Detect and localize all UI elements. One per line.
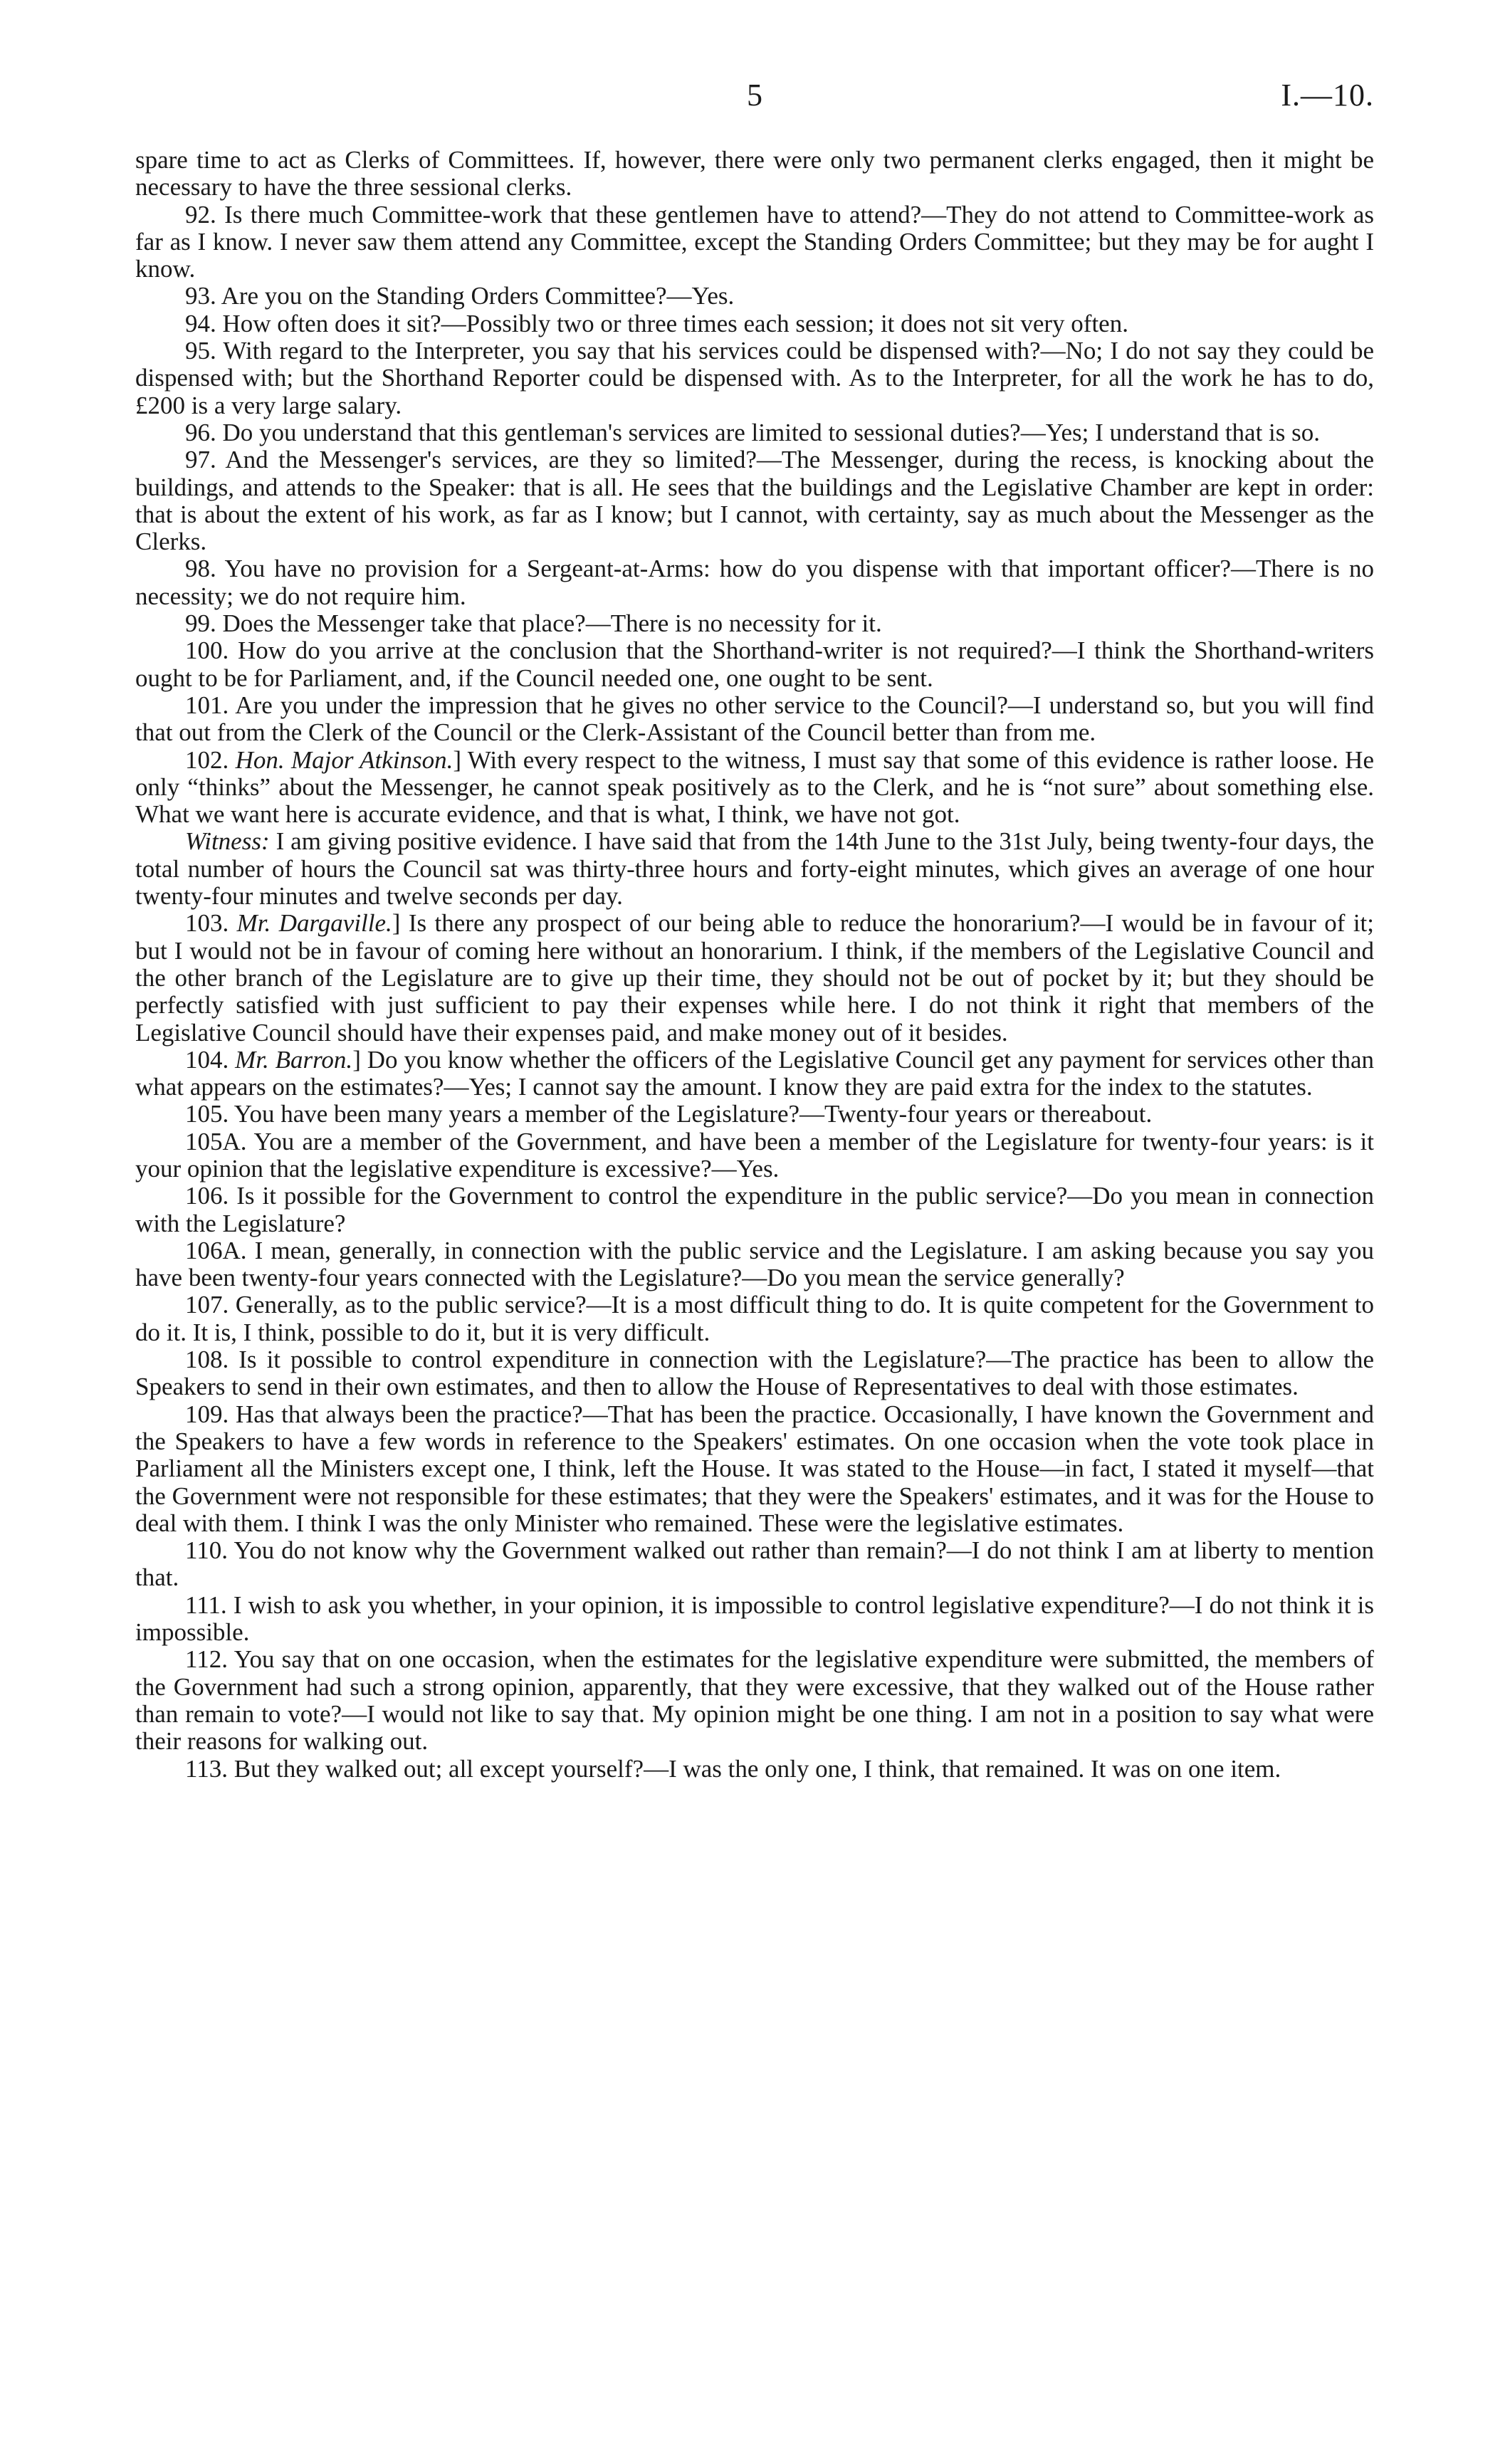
question-113: 113. But they walked out; all except yourself?—I was the only one, I think, that remained. It was on one item. bbox=[185, 1754, 1281, 1783]
speaker-name: Hon. Major Atkinson. bbox=[235, 745, 453, 774]
question-101: 101. Are you under the impression that he gives no other service to the Council?—I understand so, but you will find that out from the Clerk of the Council or the Clerk-Assistant of the Council better than from me. bbox=[135, 691, 1374, 747]
question-111: 111. I wish to ask you whether, in your opinion, it is impossible to control legislative expenditure?—I do not think it is impossible. bbox=[135, 1590, 1374, 1647]
question-109: 109. Has that always been the practice?—That has been the practice. Occasionally, I have known the Government and the Speakers to have a few words in reference to the Speakers' estimates. On one occasion when the vote took place in Parliament all the Ministers except one, I think, left the House. It was stated to the House—in fact, I stated it myself—that the Government were not responsible for these estimates; that they were the Speakers' estimates, and it was for the House to deal with them. I think I was the only Minister who remained. These were the legislative estimates. bbox=[135, 1400, 1374, 1537]
question-106a: 106A. I mean, generally, in connection with the public service and the Legislature. I am asking because you say you have been twenty-four years connected with the Legislature?—Do you mean the service generally? bbox=[135, 1236, 1374, 1292]
question-110: 110. You do not know why the Government walked out rather than remain?—I do not think I am at liberty to mention that. bbox=[135, 1536, 1374, 1592]
document-body bbox=[135, 147, 1374, 1783]
question-95: 95. With regard to the Interpreter, you say that his services could be dispensed with?—No; I do not say they could be dispensed with; but the Shorthand Reporter could be dispensed with. As to the Interpreter, for all the work he has to do, £200 is a very large salary. bbox=[135, 337, 1374, 419]
speaker-name: Mr. Barron. bbox=[235, 1045, 353, 1074]
question-100: 100. How do you arrive at the conclusion that the Shorthand-writer is not required?—I think the Shorthand-writers ought to be for Parliament, and, if the Council needed one, one ought to be sent. bbox=[135, 636, 1374, 692]
question-108: 108. Is it possible to control expenditure in connection with the Legislature?—The practice has been to allow the Speakers to send in their own estimates, and then to allow the House of Representatives to deal with those estimates. bbox=[135, 1346, 1374, 1401]
question-99: 99. Does the Messenger take that place?—There is no necessity for it. bbox=[185, 609, 882, 638]
speaker-name: Witness: bbox=[185, 827, 270, 856]
question-107: 107. Generally, as to the public service?—It is a most difficult thing to do. It is quite competent for the Government to do it. It is, I think, possible to do it, but it is very difficult. bbox=[135, 1291, 1374, 1346]
question-96: 96. Do you understand that this gentleman's services are limited to sessional duties?—Yes; I understand that is so. bbox=[185, 418, 1321, 446]
paragraph: spare time to act as Clerks of Committees. If, however, there were only two permanent clerks engaged, then it might be necessary to have the three sessional clerks. bbox=[135, 146, 1374, 201]
speaker-name: Mr. Dargaville. bbox=[236, 909, 392, 938]
question-105: 105. You have been many years a member of the Legislature?—Twenty-four years or thereabout. bbox=[185, 1100, 1153, 1128]
question-92: 92. Is there much Committee-work that these gentlemen have to attend?—They do not attend to Committee-work as far as I know. I never saw them attend any Committee, except the Standing Orders Committee; but they may be for aught I know. bbox=[135, 200, 1374, 283]
question-98: 98. You have no provision for a Sergeant-at-Arms: how do you dispense with that important officer?—There is no necessity; we do not require him. bbox=[135, 555, 1374, 610]
page-header bbox=[135, 77, 1374, 127]
question-105a: 105A. You are a member of the Government, and have been a member of the Legislature for twenty-four years: is it your opinion that the legislative expenditure is excessive?—Yes. bbox=[135, 1127, 1374, 1183]
question-102: 102. Hon. Major Atkinson.] With every respect to the witness, I must say that some of this evidence is rather loose. He only “thinks” about the Messenger, he cannot speak positively as to the Clerk, and he is “not sure” about something else. What we want here is accurate evidence, and that is what, I think, we have not got. bbox=[135, 745, 1374, 829]
witness-statement: Witness: I am giving positive evidence. I have said that from the 14th June to the 31st July, being twenty-four days, the total number of hours the Council sat was thirty-three hours and forty-eight minutes, which gives an average of one hour twenty-four minutes and twelve seconds per day. bbox=[135, 827, 1374, 911]
question-97: 97. And the Messenger's services, are they so limited?—The Messenger, during the recess, is knocking about the buildings, and attends to the Speaker: that is all. He sees that the buildings and the Legislative Chamber are kept in order: that is about the extent of his work, as far as I know; but I cannot, with certainty, say as much about the Messenger as the Clerks. bbox=[135, 446, 1374, 556]
question-103: 103. Mr. Dargaville.] Is there any prospect of our being able to reduce the honorarium?—I would be in favour of it; but I would not be in favour of coming here without an honorarium. I think, if the members of the Legislative Council and the other branch of the Legislature are to give up their time, they should not be out of pocket by it; but they should be perfectly satisfied with just sufficient to pay their expenses while here. I do not think it right that members of the Legislative Council should have their expenses paid, and make money out of it besides. bbox=[135, 909, 1374, 1047]
question-112: 112. You say that on one occasion, when the estimates for the legislative expenditure were submitted, the members of the Government had such a strong opinion, apparently, that they were excessive, that they walked out of the House rather than remain to vote?—I would not like to say that. My opinion might be one thing. I am not in a position to say what were their reasons for walking out. bbox=[135, 1645, 1374, 1756]
question-94: 94. How often does it sit?—Possibly two or three times each session; it does not sit very often. bbox=[185, 309, 1128, 337]
document-reference: I.—10. bbox=[1281, 78, 1374, 112]
question-93: 93. Are you on the Standing Orders Committee?—Yes. bbox=[185, 282, 735, 310]
question-106: 106. Is it possible for the Government to control the expenditure in the public service?—Do you mean in connection with the Legislature? bbox=[135, 1182, 1374, 1237]
page-number: 5 bbox=[747, 78, 762, 112]
question-104: 104. Mr. Barron.] Do you know whether the officers of the Legislative Council get any payment for services other than what appears on the estimates?—Yes; I cannot say the amount. I know they are paid extra for the index to the statutes. bbox=[135, 1045, 1374, 1101]
